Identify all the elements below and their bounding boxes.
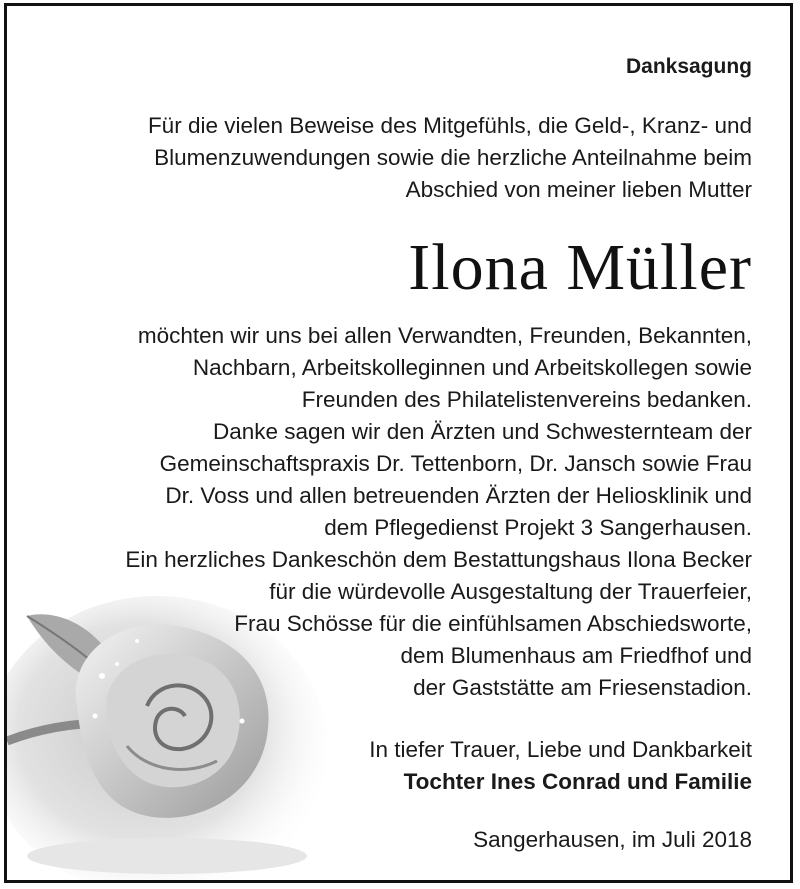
body-line: für die würdevolle Ausgestaltung der Trauerfeier, [269, 579, 752, 604]
body-line: Ein herzliches Dankeschön dem Bestattungshaus Ilona Becker [125, 547, 752, 572]
intro-text [148, 110, 752, 206]
deceased-name: Ilona Müller [408, 231, 752, 304]
intro-line: Für die vielen Beweise des Mitgefühls, die Geld-, Kranz- und [147, 113, 752, 138]
intro-line: Abschied von meiner lieben Mutter [405, 177, 752, 202]
body-line: möchten wir uns bei allen Verwandten, Freunden, Bekannten, [137, 323, 752, 348]
body-line: Dr. Voss und allen betreuenden Ärzten der Heliosklinik und [165, 483, 752, 508]
signature: Tochter Ines Conrad und Familie [403, 769, 752, 794]
place-date: Sangerhausen, im Juli 2018 [473, 827, 752, 852]
body-line: dem Pflegedienst Projekt 3 Sangerhausen. [324, 515, 752, 540]
notice-heading: Danksagung [625, 55, 752, 78]
body-line: Danke sagen wir den Ärzten und Schwesternteam der [212, 419, 752, 444]
body-line: Gemeinschaftspraxis Dr. Tettenborn, Dr. Jansch sowie Frau [159, 451, 752, 476]
body-line: der Gaststätte am Friesenstadion. [413, 675, 752, 700]
body-line: Frau Schösse für die einfühlsamen Abschiedsworte, [234, 611, 752, 636]
closing-line: In tiefer Trauer, Liebe und Dankbarkeit [369, 737, 752, 762]
body-text [125, 320, 752, 704]
body-line: dem Blumenhaus am Friedfhof und [400, 643, 752, 668]
body-line: Freunden des Philatelistenvereins bedanken. [301, 387, 752, 412]
body-line: Nachbarn, Arbeitskolleginnen und Arbeitskollegen sowie [192, 355, 752, 380]
intro-line: Blumenzuwendungen sowie die herzliche Anteilnahme beim [154, 145, 752, 170]
notice-frame [4, 3, 793, 883]
